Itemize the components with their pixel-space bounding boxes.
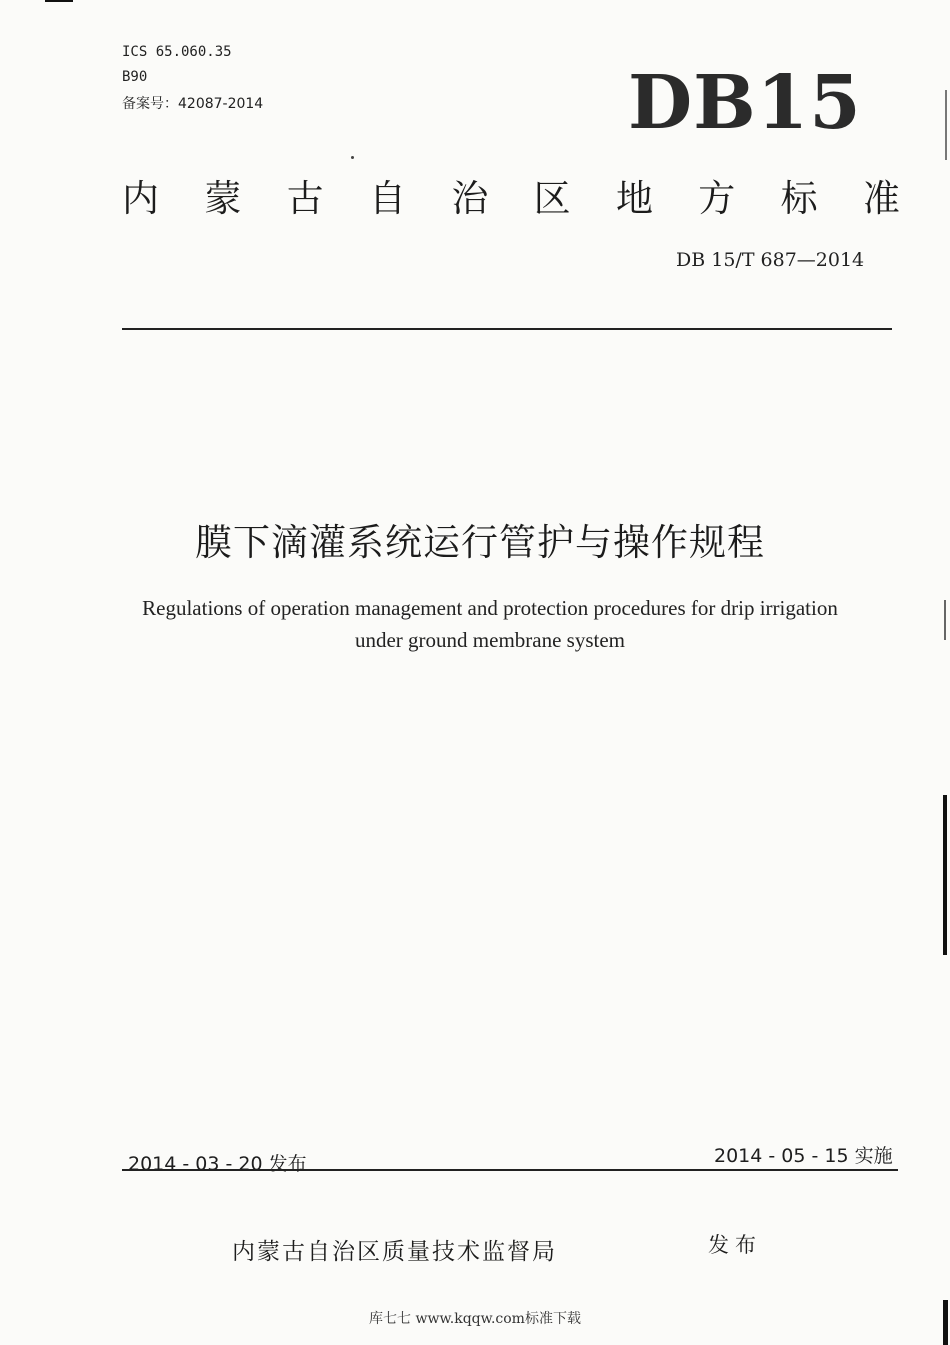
document-title-chinese: 膜下滴灌系统运行管护与操作规程 bbox=[195, 521, 765, 564]
english-title-line: Regulations of operation management and protection procedures for drip irrigation bbox=[142, 596, 838, 620]
standard-type-char: 古 bbox=[286, 177, 324, 220]
scan-artifact bbox=[944, 600, 946, 640]
standard-type-char: 地 bbox=[615, 177, 653, 220]
footer-divider bbox=[122, 1169, 898, 1171]
standard-type-char: 内 bbox=[122, 177, 159, 220]
header-divider bbox=[122, 328, 892, 330]
standard-type-char: 自 bbox=[368, 177, 406, 220]
standard-type-char: 方 bbox=[698, 177, 736, 220]
issuing-label: 发布 bbox=[708, 1233, 762, 1257]
classification-code: B90 bbox=[122, 69, 148, 85]
scan-artifact bbox=[943, 795, 947, 955]
issuing-authority: 内蒙古自治区质量技术监督局 bbox=[232, 1239, 557, 1265]
standard-type-char: 蒙 bbox=[204, 177, 242, 220]
issue-date: 2014 - 03 - 20 发布 bbox=[128, 1153, 307, 1175]
ics-code: ICS 65.060.35 bbox=[122, 44, 232, 60]
download-footer: 库七七 www.kqqw.com标准下载 bbox=[369, 1311, 581, 1327]
standard-type-char: 治 bbox=[451, 177, 489, 220]
implementation-date: 2014 - 05 - 15 实施 bbox=[714, 1145, 893, 1167]
scan-artifact bbox=[45, 0, 73, 2]
record-number: 备案号：42087-2014 bbox=[122, 96, 264, 112]
scan-speck bbox=[351, 156, 354, 159]
standard-type-heading bbox=[122, 177, 900, 220]
standard-type-char: 区 bbox=[533, 177, 571, 220]
english-title-line: under ground membrane system bbox=[354, 628, 626, 652]
scan-artifact bbox=[945, 90, 947, 160]
standard-type-char: 标 bbox=[780, 177, 818, 220]
standard-number: DB 15/T 687—2014 bbox=[676, 249, 865, 271]
standard-logo: DB15 bbox=[628, 60, 862, 146]
document-title-english bbox=[100, 592, 880, 656]
standard-type-char: 准 bbox=[862, 177, 900, 220]
